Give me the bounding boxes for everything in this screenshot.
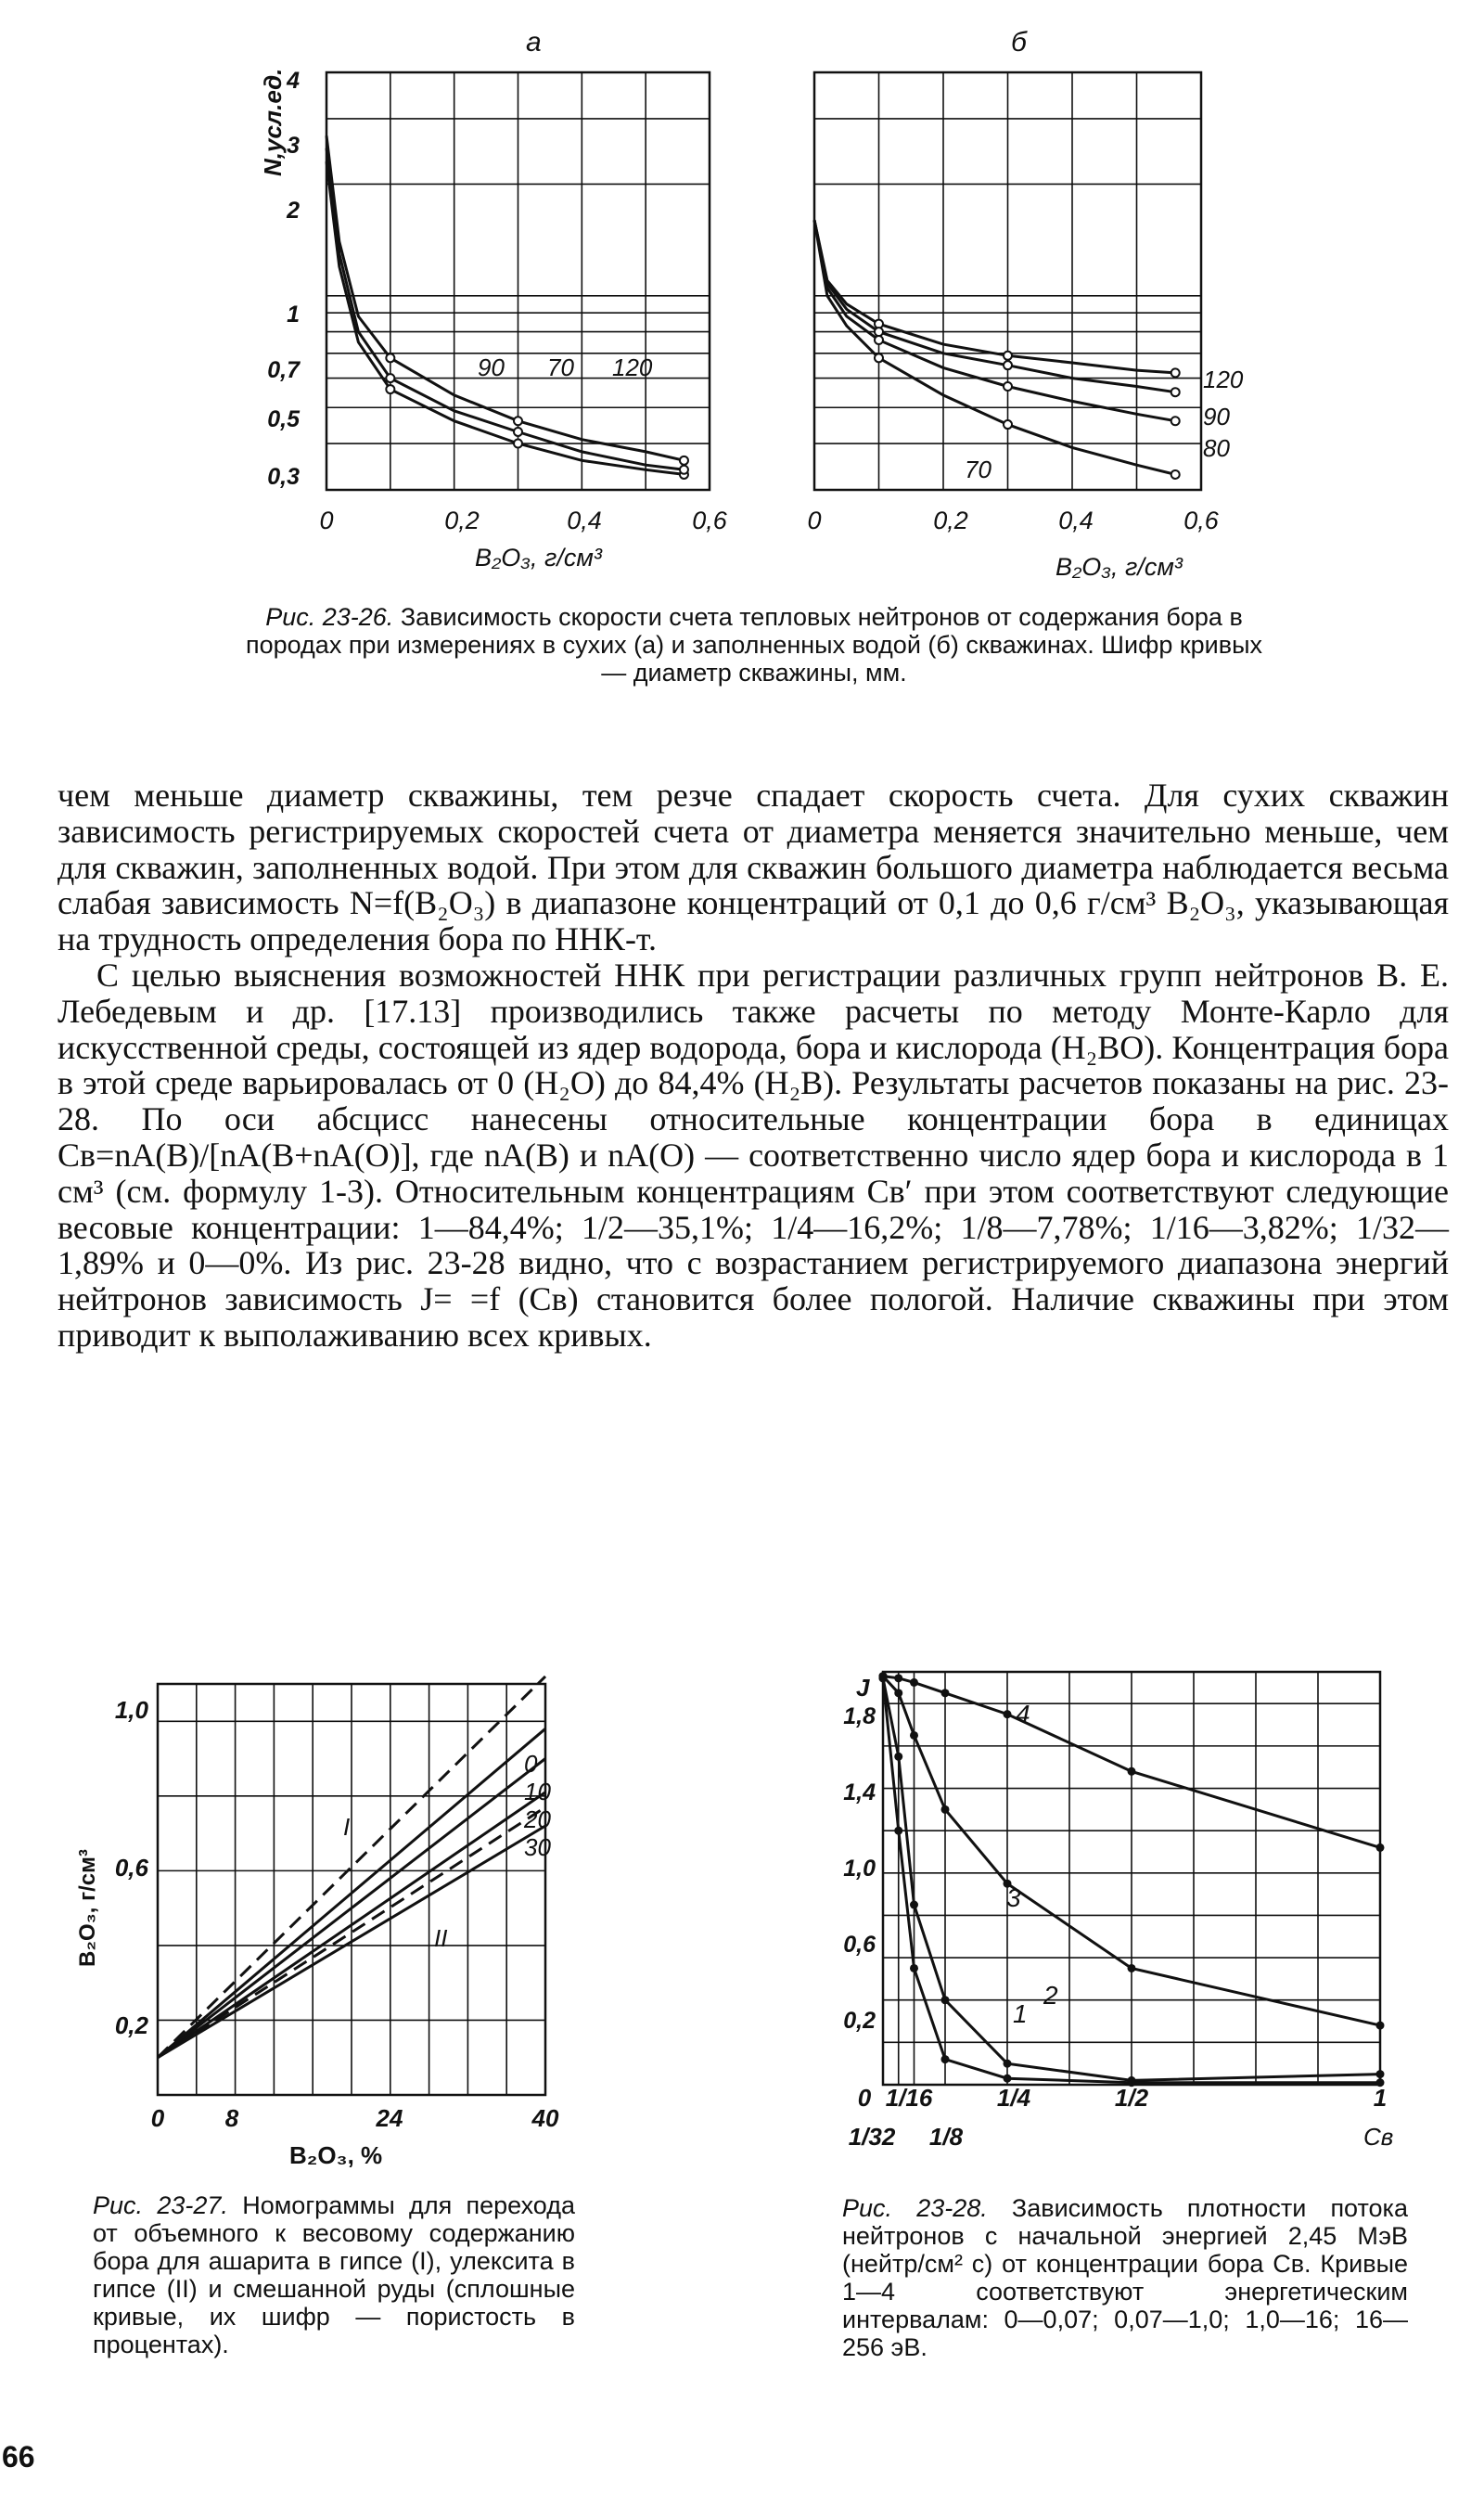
line-label-0: 0 <box>524 1750 538 1778</box>
y-tick: 0,2 <box>843 2008 876 2034</box>
figure-28 <box>816 1651 1484 2190</box>
fig28-y-ticks <box>843 1703 876 2034</box>
data-point <box>1376 1844 1385 1852</box>
fig27-y-ticks <box>115 1696 149 2039</box>
x-tick: 0,2 <box>444 507 480 534</box>
curve-label-70: 70 <box>965 456 991 483</box>
y-tick: 0,2 <box>114 2011 148 2039</box>
y-tick: 4 <box>287 68 300 94</box>
paragraph-1: чем меньше диаметр скважины, тем резче спадает скорость счета. Для сухих скважин зависимость регистрируемых скоростей счета от диаметра меняется значительно меньше, чем для скважин, заполненных водой. При этом для скважин большого диаметра наблюдается весьма слабая зависимость N=f(B₂O₃) в диапазоне концентраций от 0,1 до 0,6 г/см³ B₂O₃, указывающая на трудность определения бора по ННК-т. <box>58 777 1449 958</box>
x-tick: 0,6 <box>1183 507 1219 534</box>
data-point <box>875 336 883 344</box>
x-tick: 0 <box>319 507 334 534</box>
fig27-plot <box>158 1677 551 2095</box>
caption-lead: Рис. 23-26. <box>265 603 394 631</box>
body-text <box>58 777 1449 1354</box>
figure-27-caption <box>93 2191 575 2358</box>
x-tick: 0 <box>857 2084 872 2112</box>
x-tick: 1/8 <box>928 2123 964 2151</box>
data-point <box>514 428 522 436</box>
x-tick: 0,4 <box>1058 507 1094 534</box>
line-label-30: 30 <box>524 1833 551 1861</box>
fig26b-plot <box>814 72 1244 490</box>
curve-70 <box>326 148 684 470</box>
fig26b-x-axis-label: B₂O₃, г/см³ <box>1055 553 1183 581</box>
data-point <box>910 1678 918 1687</box>
fig26a-x-axis-label: B₂O₃, г/см³ <box>475 544 602 572</box>
data-point <box>386 385 394 393</box>
data-point <box>514 417 522 425</box>
curve-label-120: 120 <box>1203 366 1244 393</box>
x-tick: 1 <box>1373 2084 1388 2112</box>
data-point <box>1171 368 1180 377</box>
data-point <box>1004 420 1012 429</box>
data-point <box>910 1964 918 1972</box>
line-label-II: II <box>434 1924 448 1952</box>
figure-27 <box>0 1651 649 2171</box>
curve-70 <box>814 220 1175 474</box>
data-point <box>680 456 688 465</box>
caption-text: Зависимость плотности потока нейтронов с начальной энергией 2,45 МэВ (нейтр/см² с) от концентрации бора Cв. Кривые 1—4 соответствуют энергетическим интервалам: 0—0,07; 0,07—1,0; 1,0—16; 16—256 эВ. <box>842 2194 1408 2361</box>
figure-26 <box>0 0 1484 612</box>
data-point <box>910 1901 918 1909</box>
data-point <box>386 374 394 382</box>
x-tick: 0,4 <box>567 507 602 534</box>
data-point <box>875 353 883 362</box>
data-point <box>894 1753 902 1761</box>
fig28-plot <box>879 1672 1385 2087</box>
data-point <box>514 440 522 448</box>
data-point <box>386 353 394 362</box>
fig26-panel-a-label: а <box>526 27 542 58</box>
data-point <box>1004 352 1012 360</box>
curve-label-120: 120 <box>612 353 653 381</box>
curve-90 <box>814 220 1175 392</box>
x-tick: 8 <box>224 2104 239 2132</box>
y-tick: 0,6 <box>843 1932 876 1958</box>
y-tick: 2 <box>287 198 300 224</box>
y-tick: 1,8 <box>843 1703 876 1729</box>
data-point <box>1171 470 1180 479</box>
data-point <box>1004 2075 1012 2083</box>
y-tick: 0,7 <box>267 357 300 383</box>
curve-label-4: 4 <box>1016 1700 1030 1728</box>
data-point <box>1128 1964 1136 1972</box>
x-tick: 1/4 <box>996 2084 1031 2112</box>
x-tick: 0,2 <box>933 507 968 534</box>
curve-label-3: 3 <box>1006 1883 1021 1912</box>
fig26-panel-b-label: б <box>1011 27 1027 58</box>
data-point <box>910 1731 918 1740</box>
x-tick: 0 <box>807 507 822 534</box>
fig28-x-axis-label: Cв <box>1363 2123 1394 2151</box>
data-point <box>1376 2070 1385 2078</box>
data-point <box>680 466 688 474</box>
y-tick: 0,5 <box>267 406 300 432</box>
data-point <box>1171 388 1180 396</box>
fig26a-plot <box>326 72 710 490</box>
y-tick: 0,3 <box>267 464 300 490</box>
x-tick: 1/2 <box>1114 2084 1149 2112</box>
fig26b-x-ticks <box>807 507 1219 534</box>
curve-label-90: 90 <box>1203 403 1230 430</box>
fig26-y-axis-label: N,усл.ед. <box>259 68 287 176</box>
data-point <box>1004 382 1012 391</box>
curve-80 <box>814 220 1175 421</box>
x-tick: 1/16 <box>885 2084 933 2112</box>
x-tick: 0 <box>150 2104 165 2132</box>
y-tick: 1,4 <box>843 1779 876 1805</box>
data-point <box>1004 1710 1012 1718</box>
line-label-I: I <box>343 1813 351 1841</box>
fig27-y-axis-label: B₂O₃, г/см³ <box>75 1849 100 1967</box>
y-tick: 3 <box>287 133 300 159</box>
y-tick: 1 <box>287 302 300 328</box>
figure-26-caption <box>230 603 1278 687</box>
data-point <box>941 2055 950 2063</box>
curve-label-80: 80 <box>1203 434 1230 462</box>
y-tick: 0,6 <box>114 1854 148 1882</box>
data-point <box>894 1827 902 1835</box>
data-point <box>941 1805 950 1814</box>
data-point <box>1128 1767 1136 1776</box>
paragraph-2: С целью выяснения возможностей ННК при регистрации различных групп нейтронов В. Е. Лебедевым и др. [17.13] производились также расчеты по методу Монте-Карло для искусственной среды, состоящей из ядер водорода, бора и кислорода (H₂BO). Концентрация бора в этой среде варьировалась от 0 (H₂O) до 84,4% (H₂B). Результаты расчетов показаны на рис. 23-28. По оси абсцисс нанесены относительные концентрации бора в единицах Cв=nA(B)/[nA(B+nA(O)], где nA(B) и nA(O) — соответственно число ядер бора и кислорода в 1 см³ (см. формулу 1-3). Относительным концентрациям Cв′ при этом соответствуют следующие весовые концентрации: 1—84,4%; 1/2—35,1%; 1/4—16,2%; 1/8—7,78%; 1/16—3,82%; 1/32—1,89% и 0—0%. Из рис. 23-28 видно, что с возрастанием регистрируемого диапазона энергий нейтронов зависимость J= =f (Cв) становится более пологой. Наличие скважины при этом приводит к выполаживанию всех кривых. <box>58 956 1449 1354</box>
data-point <box>879 1672 888 1680</box>
fig27-x-axis-label: B₂O₃, % <box>289 2141 383 2169</box>
curve-label-90: 90 <box>478 353 505 381</box>
x-tick: 40 <box>531 2104 559 2132</box>
data-point <box>941 1996 950 2004</box>
x-tick: 0,6 <box>692 507 727 534</box>
caption-text: Зависимость скорости счета тепловых нейтронов от содержания бора в породах при измерениях в сухих (а) и заполненных водой (б) скважинах. Шифр кривых — диаметр скважины, мм. <box>245 603 1263 687</box>
data-point <box>894 1689 902 1697</box>
x-tick: 1/32 <box>848 2123 896 2151</box>
figure-28-caption <box>842 2194 1408 2361</box>
curve-label-1: 1 <box>1013 1999 1028 2028</box>
curve-label-2: 2 <box>1043 1981 1058 2010</box>
data-point <box>1376 2022 1385 2030</box>
y-tick: 1,0 <box>843 1856 876 1882</box>
fig26a-x-ticks <box>319 507 727 534</box>
caption-lead: Рис. 23-28. <box>842 2194 988 2222</box>
page-number: 66 <box>2 2440 35 2473</box>
data-point <box>1004 361 1012 369</box>
curve-label-70: 70 <box>547 353 574 381</box>
line-label-10: 10 <box>524 1778 551 1805</box>
caption-text: Номограммы для перехода от объемного к весовому содержанию бора для ашарита в гипсе (I), улексита в гипсе (II) и смешанной руды (сплошные кривые, их шифр — пористость в процентах). <box>93 2191 575 2358</box>
y-tick: 1,0 <box>114 1696 148 1724</box>
data-point <box>894 1674 902 1682</box>
data-point <box>875 328 883 336</box>
data-point <box>1004 2060 1012 2068</box>
fig28-x-ticks <box>849 2084 1388 2151</box>
caption-lead: Рис. 23-27. <box>93 2191 228 2219</box>
fig27-x-ticks <box>151 2104 559 2132</box>
fig28-y-axis-label: J <box>856 1674 870 1702</box>
data-point <box>941 1689 950 1697</box>
x-tick: 24 <box>376 2104 403 2132</box>
line-label-20: 20 <box>524 1805 551 1833</box>
data-point <box>1171 417 1180 425</box>
